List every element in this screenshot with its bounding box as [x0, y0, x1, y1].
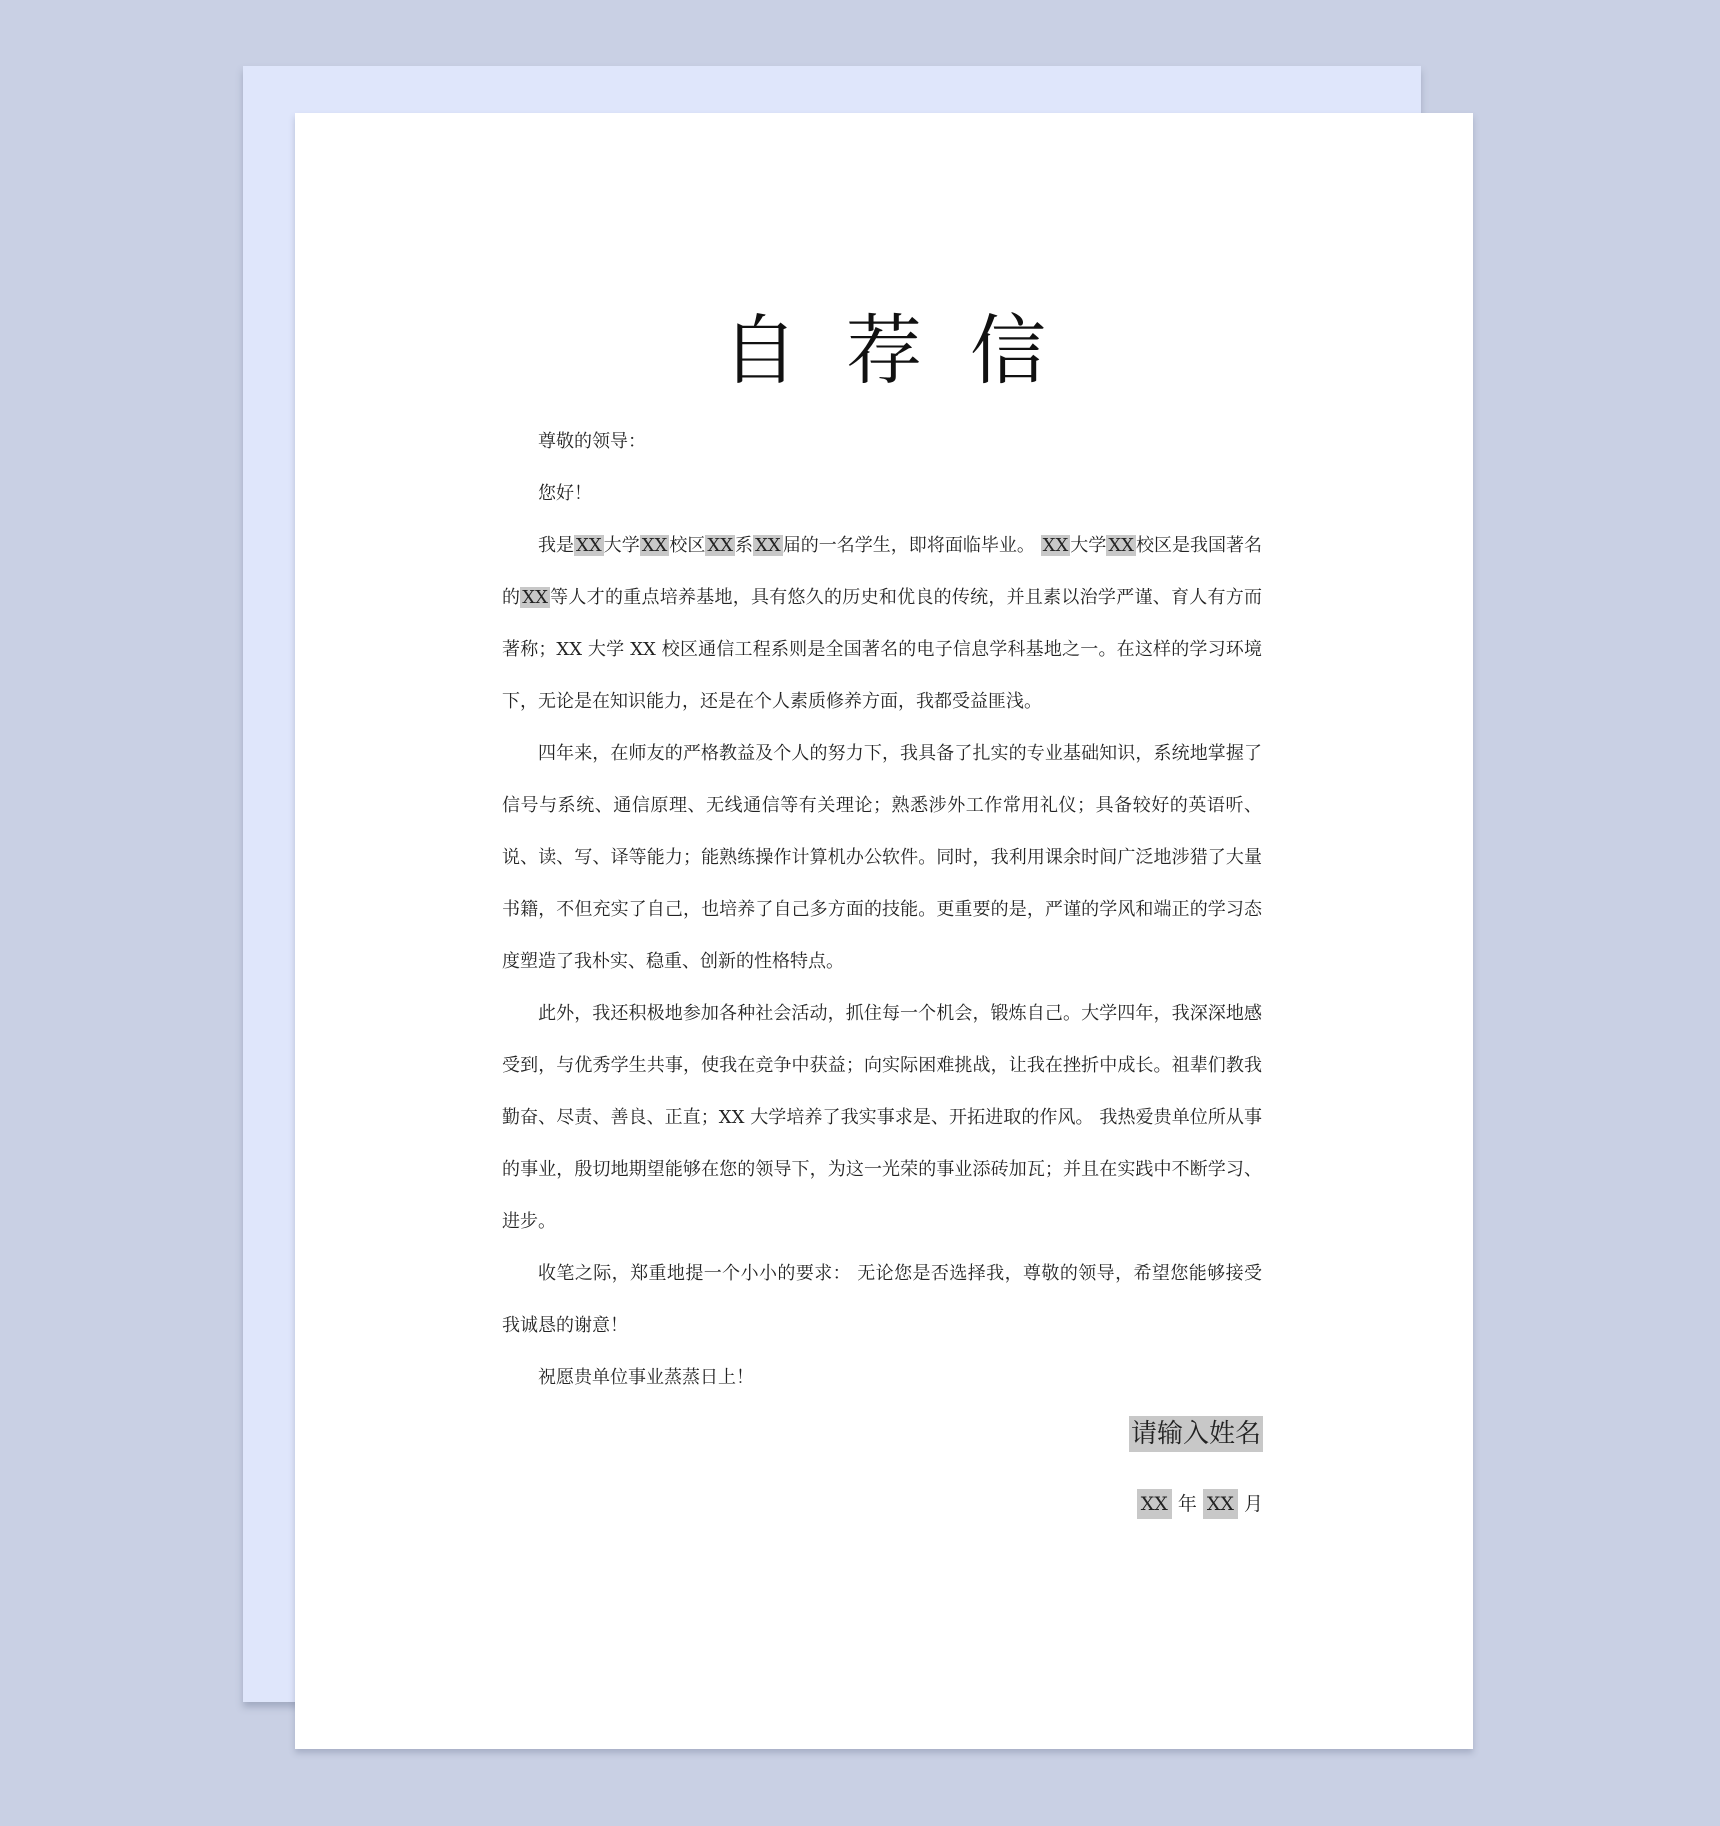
placeholder-field[interactable]: XX [576, 535, 602, 556]
text-fragment: 校区是我国著名的 [502, 535, 1263, 608]
letter-title: 自荐信 [722, 306, 1094, 395]
placeholder-field[interactable]: XX [755, 535, 781, 556]
letter-body [502, 416, 1262, 1404]
text-fragment: 等人才的重点培养基地，具有悠久的历史和优良的传统，并且素以治学严谨、育人有方而著称；XX 大学 XX 校区通信工程系则是全国著名的电子信息学科基地之一。在这样的学习环境下，无论是在知识能力，还是在个人素质修养方面，我都受益匪浅。 [502, 587, 1263, 712]
date-row [1137, 1489, 1263, 1519]
text-fragment: 大学 [1070, 535, 1107, 556]
signature-row [1129, 1416, 1263, 1452]
closing-line: 祝愿贵单位事业蒸蒸日上！ [538, 1367, 754, 1388]
paragraph-skills: 四年来，在师友的严格教益及个人的努力下，我具备了扎实的专业基础知识，系统地掌握了信号与系统、通信原理、无线通信等有关理论；熟悉涉外工作常用礼仪；具备较好的英语听、说、读、写、译等能力；能熟练操作计算机办公软件。同时，我利用课余时间广泛地涉猎了大量书籍，不但充实了自己，也培养了自己多方面的技能。更重要的是，严谨的学风和端正的学习态度塑造了我朴实、稳重、创新的性格特点。 [502, 743, 1262, 972]
text-fragment: 大学 [603, 535, 640, 556]
text-fragment: 届的一名学生，即将面临毕业。 [782, 535, 1035, 556]
paragraph-intro [502, 520, 1262, 728]
text-fragment: 我是 [538, 535, 575, 556]
date-year-unit: 年 [1177, 1493, 1197, 1515]
date-month-unit: 月 [1243, 1493, 1263, 1515]
date-month-field[interactable]: XX [1203, 1489, 1238, 1519]
paragraph-activities: 此外，我还积极地参加各种社会活动，抓住每一个机会，锻炼自己。大学四年，我深深地感受到，与优秀学生共事，使我在竞争中获益；向实际困难挑战，让我在挫折中成长。祖辈们教我勤奋、尽责、善良、正直；XX 大学培养了我实事求是、开拓进取的作风。 我热爱贵单位所从事的事业，殷切地期望能够在您的领导下，为这一光荣的事业添砖加瓦；并且在实践中不断学习、进步。 [502, 1003, 1262, 1232]
paragraph-request: 收笔之际，郑重地提一个小小的要求： 无论您是否选择我，尊敬的领导，希望您能够接受我诚恳的谢意！ [502, 1263, 1262, 1336]
salutation: 尊敬的领导： [538, 431, 646, 452]
signature-name-field[interactable]: 请输入姓名 [1129, 1416, 1263, 1452]
date-year-field[interactable]: XX [1137, 1489, 1172, 1519]
placeholder-field[interactable]: XX [1108, 535, 1134, 556]
text-fragment: 系 [735, 535, 754, 556]
greeting: 您好！ [538, 483, 592, 504]
placeholder-field[interactable]: XX [707, 535, 734, 556]
placeholder-field[interactable]: XX [522, 587, 548, 608]
placeholder-field[interactable]: XX [641, 535, 668, 556]
placeholder-field[interactable]: XX [1042, 535, 1069, 556]
text-fragment: 校区 [669, 535, 706, 556]
letter-page [295, 113, 1473, 1749]
